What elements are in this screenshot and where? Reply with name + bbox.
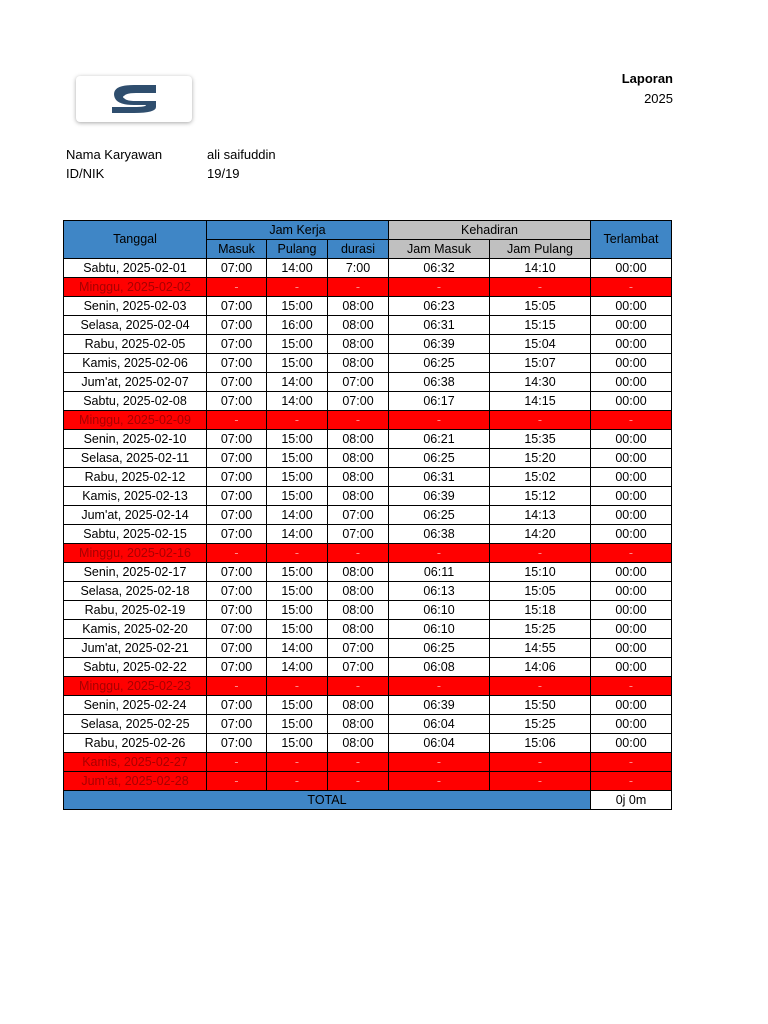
- cell-durasi: 08:00: [328, 487, 389, 506]
- cell-masuk: 07:00: [207, 582, 267, 601]
- cell-terlambat: 00:00: [591, 392, 672, 411]
- header-kehadiran: Kehadiran: [389, 221, 591, 240]
- cell-tanggal: Kamis, 2025-02-13: [64, 487, 207, 506]
- cell-jam-pulang: 15:07: [490, 354, 591, 373]
- cell-tanggal: Selasa, 2025-02-18: [64, 582, 207, 601]
- holiday-row: [64, 278, 672, 297]
- cell-durasi: -: [328, 411, 389, 430]
- cell-jam-pulang: 14:20: [490, 525, 591, 544]
- attendance-table: [63, 220, 672, 810]
- cell-tanggal: Minggu, 2025-02-16: [64, 544, 207, 563]
- cell-pulang: 16:00: [267, 316, 328, 335]
- cell-tanggal: Senin, 2025-02-03: [64, 297, 207, 316]
- cell-jam-pulang: 15:35: [490, 430, 591, 449]
- cell-jam-pulang: 14:55: [490, 639, 591, 658]
- table-row: [64, 696, 672, 715]
- cell-durasi: 08:00: [328, 734, 389, 753]
- cell-pulang: 15:00: [267, 430, 328, 449]
- cell-pulang: -: [267, 411, 328, 430]
- cell-masuk: 07:00: [207, 696, 267, 715]
- cell-jam-pulang: 15:18: [490, 601, 591, 620]
- table-row: [64, 297, 672, 316]
- attendance-rows: [64, 259, 672, 791]
- cell-jam-pulang: 15:50: [490, 696, 591, 715]
- cell-masuk: 07:00: [207, 468, 267, 487]
- cell-jam-pulang: 15:25: [490, 715, 591, 734]
- cell-tanggal: Rabu, 2025-02-12: [64, 468, 207, 487]
- cell-masuk: 07:00: [207, 354, 267, 373]
- cell-jam-pulang: 15:02: [490, 468, 591, 487]
- table-row: [64, 563, 672, 582]
- cell-jam-masuk: 06:38: [389, 525, 490, 544]
- cell-jam-pulang: -: [490, 677, 591, 696]
- cell-durasi: 07:00: [328, 639, 389, 658]
- cell-jam-pulang: -: [490, 544, 591, 563]
- cell-tanggal: Rabu, 2025-02-05: [64, 335, 207, 354]
- cell-pulang: 15:00: [267, 563, 328, 582]
- cell-jam-masuk: 06:04: [389, 734, 490, 753]
- cell-jam-masuk: 06:31: [389, 468, 490, 487]
- logo-icon: [104, 81, 164, 117]
- cell-durasi: 08:00: [328, 601, 389, 620]
- cell-durasi: 08:00: [328, 696, 389, 715]
- cell-tanggal: Minggu, 2025-02-09: [64, 411, 207, 430]
- cell-masuk: 07:00: [207, 487, 267, 506]
- cell-jam-masuk: -: [389, 278, 490, 297]
- cell-pulang: 14:00: [267, 373, 328, 392]
- cell-pulang: 15:00: [267, 335, 328, 354]
- cell-jam-masuk: 06:17: [389, 392, 490, 411]
- cell-jam-masuk: 06:31: [389, 316, 490, 335]
- cell-durasi: 07:00: [328, 525, 389, 544]
- cell-pulang: 15:00: [267, 601, 328, 620]
- cell-durasi: 07:00: [328, 506, 389, 525]
- cell-tanggal: Rabu, 2025-02-26: [64, 734, 207, 753]
- cell-pulang: 15:00: [267, 715, 328, 734]
- table-row: [64, 734, 672, 753]
- cell-masuk: -: [207, 411, 267, 430]
- cell-jam-masuk: 06:25: [389, 449, 490, 468]
- cell-durasi: -: [328, 278, 389, 297]
- cell-terlambat: 00:00: [591, 373, 672, 392]
- cell-terlambat: 00:00: [591, 487, 672, 506]
- employee-id-value: 19/19: [207, 166, 240, 181]
- cell-tanggal: Jum'at, 2025-02-07: [64, 373, 207, 392]
- cell-jam-pulang: -: [490, 411, 591, 430]
- cell-tanggal: Kamis, 2025-02-06: [64, 354, 207, 373]
- cell-pulang: 14:00: [267, 525, 328, 544]
- cell-pulang: 14:00: [267, 639, 328, 658]
- cell-jam-pulang: -: [490, 278, 591, 297]
- cell-durasi: 07:00: [328, 392, 389, 411]
- cell-jam-pulang: 15:04: [490, 335, 591, 354]
- cell-terlambat: -: [591, 411, 672, 430]
- cell-jam-masuk: 06:23: [389, 297, 490, 316]
- cell-pulang: -: [267, 677, 328, 696]
- cell-terlambat: 00:00: [591, 259, 672, 278]
- cell-jam-pulang: 15:15: [490, 316, 591, 335]
- cell-masuk: -: [207, 544, 267, 563]
- cell-durasi: 08:00: [328, 335, 389, 354]
- cell-pulang: -: [267, 772, 328, 791]
- cell-jam-pulang: 15:25: [490, 620, 591, 639]
- cell-terlambat: 00:00: [591, 620, 672, 639]
- header-terlambat: Terlambat: [591, 221, 672, 259]
- cell-terlambat: -: [591, 753, 672, 772]
- cell-jam-masuk: 06:11: [389, 563, 490, 582]
- table-row: [64, 468, 672, 487]
- cell-jam-masuk: -: [389, 677, 490, 696]
- cell-terlambat: 00:00: [591, 525, 672, 544]
- cell-tanggal: Selasa, 2025-02-11: [64, 449, 207, 468]
- cell-terlambat: 00:00: [591, 639, 672, 658]
- cell-tanggal: Kamis, 2025-02-20: [64, 620, 207, 639]
- header-pulang: Pulang: [267, 240, 328, 259]
- holiday-row: [64, 753, 672, 772]
- cell-masuk: 07:00: [207, 297, 267, 316]
- cell-masuk: -: [207, 677, 267, 696]
- cell-pulang: 15:00: [267, 487, 328, 506]
- cell-tanggal: Minggu, 2025-02-02: [64, 278, 207, 297]
- table-row: [64, 525, 672, 544]
- table-row: [64, 620, 672, 639]
- holiday-row: [64, 677, 672, 696]
- table-row: [64, 582, 672, 601]
- table-row: [64, 601, 672, 620]
- cell-tanggal: Sabtu, 2025-02-22: [64, 658, 207, 677]
- cell-pulang: 14:00: [267, 658, 328, 677]
- cell-durasi: 08:00: [328, 620, 389, 639]
- cell-tanggal: Selasa, 2025-02-25: [64, 715, 207, 734]
- cell-terlambat: -: [591, 278, 672, 297]
- header-jam-pulang: Jam Pulang: [490, 240, 591, 259]
- table-row: [64, 506, 672, 525]
- cell-jam-masuk: 06:10: [389, 620, 490, 639]
- cell-jam-pulang: -: [490, 772, 591, 791]
- cell-terlambat: -: [591, 677, 672, 696]
- cell-jam-masuk: 06:21: [389, 430, 490, 449]
- header-masuk: Masuk: [207, 240, 267, 259]
- cell-terlambat: 00:00: [591, 430, 672, 449]
- cell-pulang: 14:00: [267, 259, 328, 278]
- header-jam-masuk: Jam Masuk: [389, 240, 490, 259]
- cell-masuk: 07:00: [207, 525, 267, 544]
- cell-jam-masuk: 06:04: [389, 715, 490, 734]
- cell-masuk: 07:00: [207, 715, 267, 734]
- cell-jam-pulang: -: [490, 753, 591, 772]
- cell-tanggal: Sabtu, 2025-02-08: [64, 392, 207, 411]
- cell-masuk: 07:00: [207, 373, 267, 392]
- cell-jam-masuk: 06:39: [389, 487, 490, 506]
- cell-jam-masuk: 06:13: [389, 582, 490, 601]
- table-row: [64, 373, 672, 392]
- table-row: [64, 430, 672, 449]
- cell-terlambat: 00:00: [591, 582, 672, 601]
- cell-masuk: 07:00: [207, 506, 267, 525]
- cell-durasi: -: [328, 544, 389, 563]
- cell-terlambat: -: [591, 544, 672, 563]
- table-row: [64, 316, 672, 335]
- header-durasi: durasi: [328, 240, 389, 259]
- cell-durasi: -: [328, 772, 389, 791]
- cell-masuk: 07:00: [207, 658, 267, 677]
- cell-jam-pulang: 14:06: [490, 658, 591, 677]
- cell-durasi: 08:00: [328, 297, 389, 316]
- cell-durasi: -: [328, 677, 389, 696]
- cell-masuk: 07:00: [207, 620, 267, 639]
- holiday-row: [64, 772, 672, 791]
- cell-terlambat: 00:00: [591, 658, 672, 677]
- cell-pulang: 15:00: [267, 297, 328, 316]
- cell-masuk: 07:00: [207, 639, 267, 658]
- cell-jam-masuk: -: [389, 753, 490, 772]
- cell-jam-masuk: 06:08: [389, 658, 490, 677]
- cell-terlambat: 00:00: [591, 601, 672, 620]
- cell-durasi: 08:00: [328, 563, 389, 582]
- company-logo: [76, 76, 192, 122]
- cell-pulang: -: [267, 278, 328, 297]
- total-value: 0j 0m: [591, 791, 672, 810]
- table-row: [64, 335, 672, 354]
- cell-jam-pulang: 15:05: [490, 297, 591, 316]
- cell-masuk: 07:00: [207, 563, 267, 582]
- cell-tanggal: Sabtu, 2025-02-15: [64, 525, 207, 544]
- cell-pulang: 15:00: [267, 620, 328, 639]
- cell-jam-masuk: 06:38: [389, 373, 490, 392]
- employee-name-value: ali saifuddin: [207, 147, 276, 162]
- report-title: Laporan: [621, 71, 673, 86]
- employee-name-label: Nama Karyawan: [66, 147, 163, 162]
- cell-terlambat: 00:00: [591, 335, 672, 354]
- table-row: [64, 392, 672, 411]
- cell-masuk: 07:00: [207, 449, 267, 468]
- cell-terlambat: 00:00: [591, 734, 672, 753]
- cell-durasi: 08:00: [328, 468, 389, 487]
- cell-terlambat: 00:00: [591, 354, 672, 373]
- cell-pulang: -: [267, 544, 328, 563]
- cell-durasi: 07:00: [328, 658, 389, 677]
- cell-masuk: 07:00: [207, 259, 267, 278]
- cell-jam-pulang: 14:13: [490, 506, 591, 525]
- cell-durasi: 08:00: [328, 449, 389, 468]
- holiday-row: [64, 411, 672, 430]
- cell-terlambat: -: [591, 772, 672, 791]
- cell-jam-masuk: 06:25: [389, 354, 490, 373]
- table-row: [64, 715, 672, 734]
- cell-durasi: 08:00: [328, 582, 389, 601]
- cell-pulang: 15:00: [267, 582, 328, 601]
- cell-tanggal: Rabu, 2025-02-19: [64, 601, 207, 620]
- cell-pulang: 14:00: [267, 506, 328, 525]
- table-row: [64, 658, 672, 677]
- header-jam-kerja: Jam Kerja: [207, 221, 389, 240]
- cell-tanggal: Kamis, 2025-02-27: [64, 753, 207, 772]
- table-row: [64, 487, 672, 506]
- cell-masuk: 07:00: [207, 601, 267, 620]
- cell-terlambat: 00:00: [591, 563, 672, 582]
- cell-jam-pulang: 15:10: [490, 563, 591, 582]
- cell-jam-pulang: 15:20: [490, 449, 591, 468]
- cell-terlambat: 00:00: [591, 506, 672, 525]
- cell-durasi: -: [328, 753, 389, 772]
- cell-pulang: 15:00: [267, 449, 328, 468]
- header-tanggal: Tanggal: [64, 221, 207, 259]
- cell-jam-masuk: 06:32: [389, 259, 490, 278]
- cell-durasi: 08:00: [328, 354, 389, 373]
- holiday-row: [64, 544, 672, 563]
- cell-masuk: 07:00: [207, 335, 267, 354]
- cell-durasi: 08:00: [328, 430, 389, 449]
- cell-terlambat: 00:00: [591, 468, 672, 487]
- table-row: [64, 259, 672, 278]
- cell-terlambat: 00:00: [591, 715, 672, 734]
- cell-jam-pulang: 14:15: [490, 392, 591, 411]
- cell-jam-masuk: -: [389, 411, 490, 430]
- cell-tanggal: Jum'at, 2025-02-21: [64, 639, 207, 658]
- cell-durasi: 7:00: [328, 259, 389, 278]
- cell-tanggal: Senin, 2025-02-10: [64, 430, 207, 449]
- cell-jam-pulang: 14:30: [490, 373, 591, 392]
- cell-durasi: 07:00: [328, 373, 389, 392]
- cell-tanggal: Jum'at, 2025-02-28: [64, 772, 207, 791]
- cell-pulang: -: [267, 753, 328, 772]
- cell-pulang: 15:00: [267, 468, 328, 487]
- cell-jam-pulang: 15:05: [490, 582, 591, 601]
- cell-tanggal: Minggu, 2025-02-23: [64, 677, 207, 696]
- cell-masuk: -: [207, 753, 267, 772]
- cell-masuk: 07:00: [207, 430, 267, 449]
- table-row: [64, 639, 672, 658]
- cell-masuk: 07:00: [207, 734, 267, 753]
- table-row: [64, 354, 672, 373]
- cell-tanggal: Sabtu, 2025-02-01: [64, 259, 207, 278]
- cell-pulang: 14:00: [267, 392, 328, 411]
- cell-masuk: 07:00: [207, 316, 267, 335]
- cell-durasi: 08:00: [328, 715, 389, 734]
- cell-jam-masuk: -: [389, 544, 490, 563]
- cell-pulang: 15:00: [267, 696, 328, 715]
- cell-masuk: -: [207, 772, 267, 791]
- cell-tanggal: Jum'at, 2025-02-14: [64, 506, 207, 525]
- cell-terlambat: 00:00: [591, 297, 672, 316]
- employee-id-label: ID/NIK: [66, 166, 105, 181]
- cell-masuk: 07:00: [207, 392, 267, 411]
- cell-jam-masuk: 06:39: [389, 335, 490, 354]
- cell-jam-masuk: 06:25: [389, 506, 490, 525]
- report-year: 2025: [644, 91, 673, 106]
- cell-terlambat: 00:00: [591, 316, 672, 335]
- cell-pulang: 15:00: [267, 734, 328, 753]
- cell-tanggal: Selasa, 2025-02-04: [64, 316, 207, 335]
- cell-jam-pulang: 14:10: [490, 259, 591, 278]
- cell-jam-masuk: 06:25: [389, 639, 490, 658]
- cell-jam-pulang: 15:06: [490, 734, 591, 753]
- cell-masuk: -: [207, 278, 267, 297]
- table-row: [64, 449, 672, 468]
- cell-tanggal: Senin, 2025-02-24: [64, 696, 207, 715]
- cell-jam-pulang: 15:12: [490, 487, 591, 506]
- cell-pulang: 15:00: [267, 354, 328, 373]
- cell-tanggal: Senin, 2025-02-17: [64, 563, 207, 582]
- cell-terlambat: 00:00: [591, 449, 672, 468]
- cell-durasi: 08:00: [328, 316, 389, 335]
- total-label: TOTAL: [64, 791, 591, 810]
- cell-jam-masuk: 06:10: [389, 601, 490, 620]
- cell-jam-masuk: 06:39: [389, 696, 490, 715]
- cell-terlambat: 00:00: [591, 696, 672, 715]
- cell-jam-masuk: -: [389, 772, 490, 791]
